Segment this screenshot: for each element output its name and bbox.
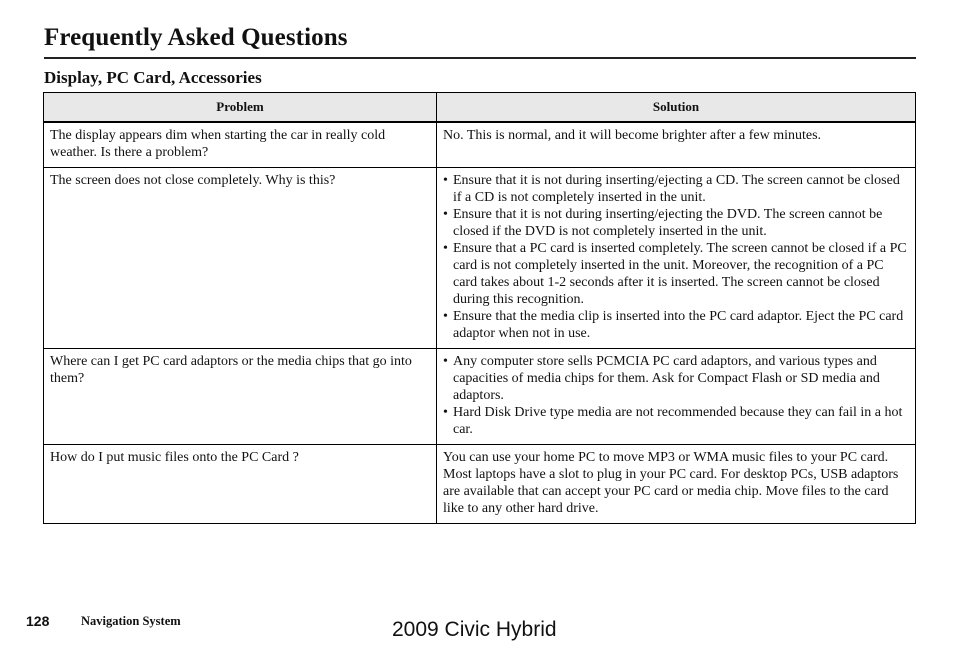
solution-item: • Any computer store sells PCMCIA PC card adaptors, and various types and capacities of media chips for them. Ask for Compact Flash or SD media and adaptors. — [443, 353, 909, 404]
table-header-row — [44, 93, 916, 123]
solution-cell — [437, 349, 916, 445]
solution-item: • Ensure that the media clip is inserted into the PC card adaptor. Eject the PC card adaptor when not in use. — [443, 308, 909, 342]
page-title: Frequently Asked Questions — [44, 24, 348, 51]
solution-item: • Ensure that it is not during inserting/ejecting a CD. The screen cannot be closed if a CD is not completely inserted in the unit. — [443, 172, 909, 206]
title-divider — [44, 57, 916, 59]
problem-cell: The display appears dim when starting the car in really cold weather. Is there a problem? — [44, 122, 437, 168]
column-header-problem: Problem — [44, 93, 437, 123]
section-title: Display, PC Card, Accessories — [44, 68, 262, 87]
problem-cell: How do I put music files onto the PC Card ? — [44, 445, 437, 524]
solution-cell — [437, 168, 916, 349]
table-row — [44, 122, 916, 168]
problem-cell: Where can I get PC card adaptors or the media chips that go into them? — [44, 349, 437, 445]
footer-label: Navigation System — [81, 614, 181, 628]
faq-table — [43, 92, 916, 524]
solution-list — [443, 353, 909, 438]
problem-cell: The screen does not close completely. Why is this? — [44, 168, 437, 349]
watermark-text: 2009 Civic Hybrid — [392, 618, 557, 641]
solution-list — [443, 172, 909, 342]
solution-item: • Ensure that it is not during inserting/ejecting the DVD. The screen cannot be closed if the DVD is not completely inserted in the unit. — [443, 206, 909, 240]
table-row — [44, 168, 916, 349]
solution-item: • Ensure that a PC card is inserted completely. The screen cannot be closed if a PC card is not completely inserted in the unit. Moreover, the recognition of a PC card takes about 1-2 seconds after it is inserted. The screen cannot be closed during this recognition. — [443, 240, 909, 308]
table-row — [44, 349, 916, 445]
solution-cell: You can use your home PC to move MP3 or WMA music files to your PC card. Most laptops have a slot to plug in your PC card. For desktop PCs, USB adaptors are available that can accept your PC card or media chip. Move files to the card like to any other hard drive. — [437, 445, 916, 524]
column-header-solution: Solution — [437, 93, 916, 123]
solution-item: • Hard Disk Drive type media are not recommended because they can fail in a hot car. — [443, 404, 909, 438]
table-row — [44, 445, 916, 524]
page-number: 128 — [26, 613, 50, 629]
solution-cell: No. This is normal, and it will become brighter after a few minutes. — [437, 122, 916, 168]
